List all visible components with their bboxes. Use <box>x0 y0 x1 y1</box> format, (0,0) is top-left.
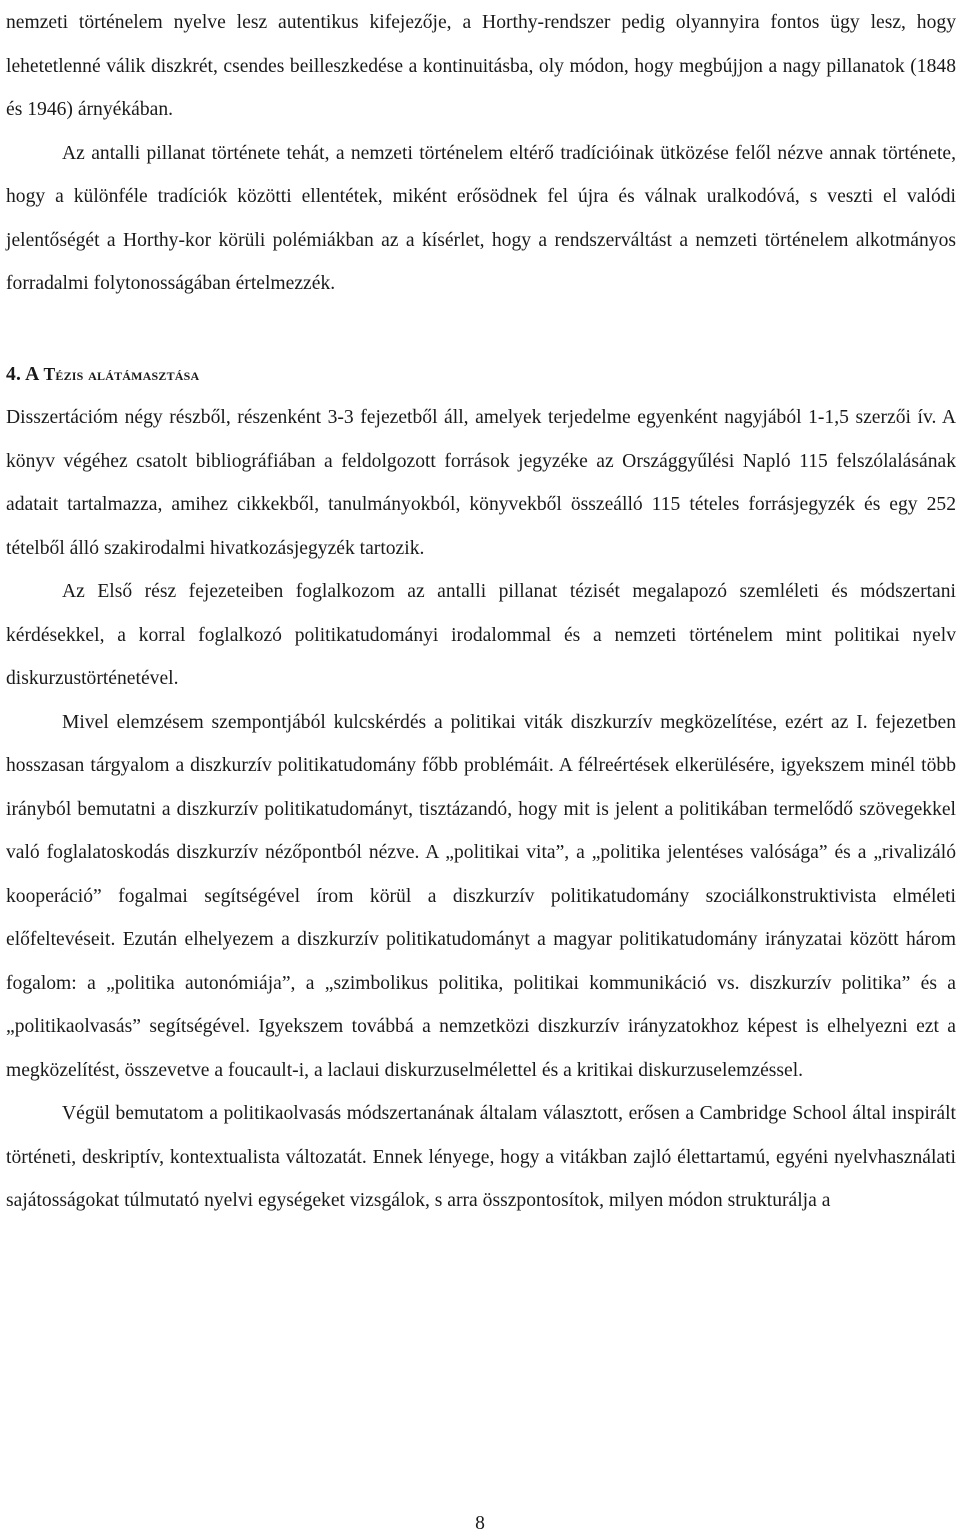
paragraph-continuation: nemzeti történelem nyelve lesz autentikus kifejezője, a Horthy-rendszer pedig olyannyira fontos ügy lesz, hogy lehetetlenné válik diszkrét, csendes beilleszkedése a kontinuitásba, oly módon, hogy megbújjon a nagy pillanatok (1848 és 1946) árnyékában. <box>6 12 956 120</box>
section-title-rest: Tézis alátámasztása <box>43 363 200 384</box>
section-title-initial: A <box>25 363 39 385</box>
paragraph-antalli-moment: Az antalli pillanat története tehát, a nemzeti történelem eltérő tradícióinak ütközése felől nézve annak története, hogy a különféle tradíciók közötti ellentétek, miként erősödnek fel újra és válnak uralkodóvá, s veszti el valódi jelentőségét a Horthy-kor körüli polémiákban az a kísérlet, hogy a rendszerváltást a nemzeti történelem alkotmányos forradalmi folytonosságában értelmezzék. <box>6 142 956 294</box>
section-heading <box>6 353 956 397</box>
section-number: 4. <box>6 363 22 385</box>
paragraph-discursive: Mivel elemzésem szempontjából kulcskérdés a politikai viták diszkurzív megközelítése, ezért az I. fejezetben hosszasan tárgyalom a diszkurzív politikatudomány főbb problémáit. A félreértések elkerülésére, igyekszem minél több irányból bemutatni a diszkurzív politikatudományt, tisztázandó, hogy mit is jelent a politikában termelődő szövegekkel való foglalatoskodás diszkurzív nézőpontból nézve. A „politikai vita”, a „politika jelentéses valósága” és a „rivalizáló kooperáció” fogalmai segítségével írom körül a diszkurzív politikatudomány szociálkonstruktivista elméleti előfeltevéseit. Ezután elhelyezem a diszkurzív politikatudományt a magyar politikatudomány irányzatai között három fogalom: a „politika autonómiája”, a „szimbolikus politika, politikai kommunikáció vs. diszkurzív politika” és a „politikaolvasás” segítségével. Igyekszem továbbá a nemzetközi diszkurzív irányzatokhoz képest is elhelyezni ezt a megközelítést, összevetve a foucault-i, a laclaui diskurzuselmélettel és a kritikai diskurzuselemzéssel. <box>6 711 956 1081</box>
document-page <box>6 0 956 1223</box>
paragraph-method: Végül bemutatom a politikaolvasás módszertanának általam választott, erősen a Cambridge School által inspirált történeti, deskriptív, kontextualista változatát. Ennek lényege, hogy a vitákban zajló élettartamú, egyéni nyelvhasználati sajátosságokat túlmutató nyelvi egységeket vizsgálok, s arra összpontosítok, milyen módon strukturálja a <box>6 1103 956 1211</box>
page-number: 8 <box>475 1513 485 1534</box>
paragraph-first-part: Az Első rész fejezeteiben foglalkozom az antalli pillanat tézisét megalapozó szemléleti és módszertani kérdésekkel, a korral foglalkozó politikatudományi irodalommal és a nemzeti történelem mint politikai nyelv diskurzustörténetével. <box>6 581 956 689</box>
paragraph-structure: Disszertációm négy részből, részenként 3-3 fejezetből áll, amelyek terjedelme egyenként nagyjából 1-1,5 szerzői ív. A könyv végéhez csatolt bibliográfiában a feldolgozott források jegyzéke az Országgyűlési Napló 115 felszólalásának adatait tartalmazza, amihez cikkekből, tanulmányokból, könyvekből összeálló 115 tételes forrásjegyzék és egy 252 tételből álló szakirodalmi hivatkozásjegyzék tartozik. <box>6 407 956 559</box>
